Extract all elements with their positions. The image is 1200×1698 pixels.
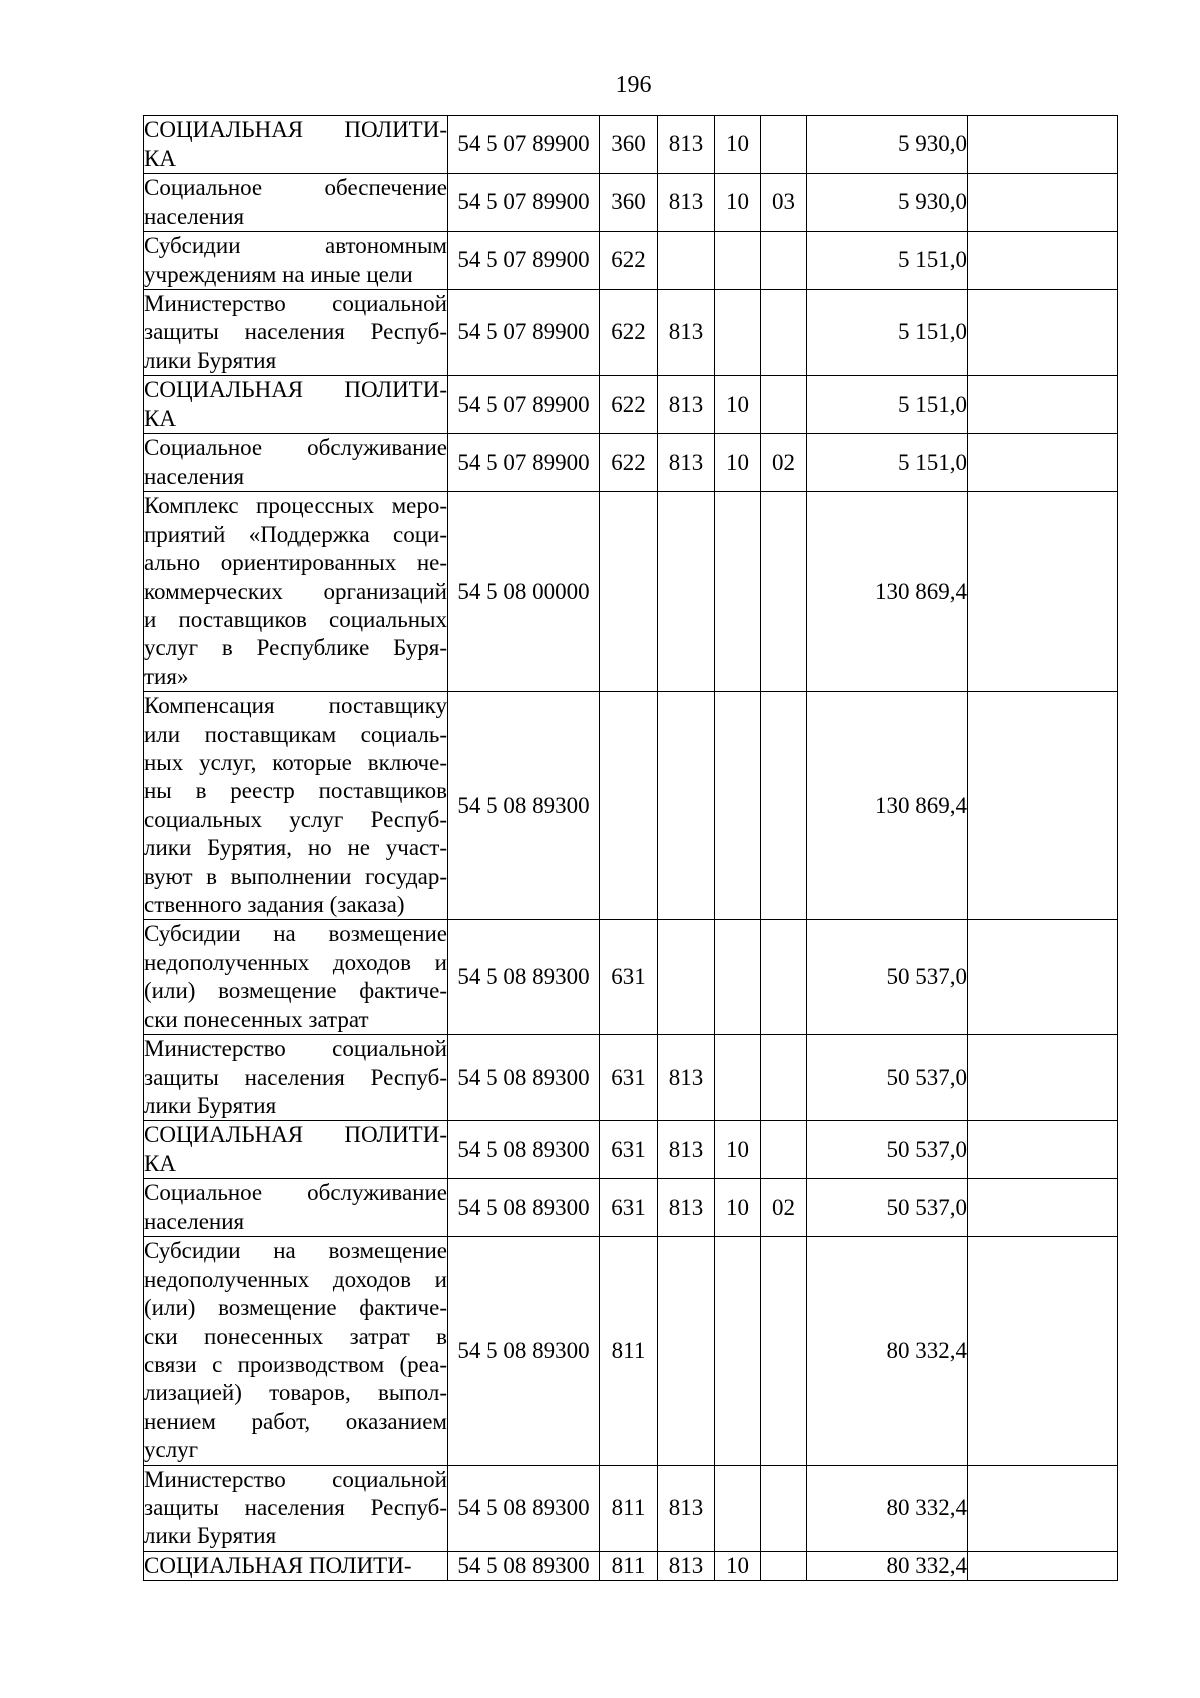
row-amount: 50 537,0 [807,1035,968,1121]
row-name-line: Социальное обеспечение [144,175,447,201]
table-body [144,116,1118,1581]
row-amount: 130 869,4 [807,692,968,920]
row-extra-empty [968,1465,1118,1551]
table-row [144,692,1118,920]
row-name-line: Субсидии на возмещение [144,921,447,947]
row-name [144,920,448,1035]
row-name [144,1121,448,1179]
row-name [144,376,448,434]
row-subsection [761,692,807,920]
row-name [144,1035,448,1121]
row-ministry-code [658,1237,715,1465]
row-name-line: социальных услуг Респуб- [144,806,447,832]
row-expense-type [600,692,658,920]
row-ministry-code: 813 [658,116,715,174]
row-name-line: ны в реестр поставщиков [144,778,447,804]
row-code: 54 5 08 00000 [448,492,600,692]
row-subsection [761,1465,807,1551]
row-amount: 50 537,0 [807,1121,968,1179]
row-name [144,692,448,920]
row-section [715,920,761,1035]
row-amount: 50 537,0 [807,1179,968,1237]
row-name [144,290,448,376]
row-name-line: ально ориентированных не- [144,550,447,576]
row-name-line: Субсидии автономным [144,233,447,259]
row-code: 54 5 08 89300 [448,1237,600,1465]
row-section: 10 [715,1121,761,1179]
row-name-line: учреждениям на иные цели [144,261,413,287]
row-code: 54 5 08 89300 [448,1035,600,1121]
row-section [715,1035,761,1121]
row-name-line: защиты населения Респуб- [144,1494,447,1520]
row-expense-type: 631 [600,1035,658,1121]
row-name [144,232,448,290]
row-code: 54 5 07 89900 [448,434,600,492]
row-name-line: нением работ, оказанием [144,1408,447,1434]
row-ministry-code [658,492,715,692]
row-extra-empty [968,174,1118,232]
row-name-line: Комплекс процессных меро- [144,493,447,519]
row-name-line: СОЦИАЛЬНАЯ ПОЛИТИ- [144,1122,447,1148]
row-subsection [761,376,807,434]
row-name-line: населения [144,463,245,489]
row-subsection [761,1551,807,1580]
page-number: 196 [615,72,652,98]
row-name-line: лики Бурятия [144,1523,277,1549]
row-name [144,1179,448,1237]
row-code: 54 5 07 89900 [448,376,600,434]
row-ministry-code [658,692,715,920]
row-expense-type [600,492,658,692]
row-section: 10 [715,376,761,434]
row-extra-empty [968,290,1118,376]
table-row [144,290,1118,376]
row-name-line: КА [144,145,176,171]
row-amount: 80 332,4 [807,1237,968,1465]
row-name-line: Компенсация поставщику [144,693,447,719]
row-section: 10 [715,116,761,174]
row-code: 54 5 08 89300 [448,692,600,920]
row-section: 10 [715,174,761,232]
row-name-line: населения [144,1208,245,1234]
row-name-line: Социальное обслуживание [144,435,447,461]
row-name-line: ных услуг, которые включе- [144,750,447,776]
table-row [144,1035,1118,1121]
row-name-line: Министерство социальной [144,1036,447,1062]
row-amount: 5 151,0 [807,290,968,376]
row-code: 54 5 07 89900 [448,232,600,290]
row-name-line: услуг в Республике Буря- [144,635,447,661]
row-name-line: СОЦИАЛЬНАЯ ПОЛИТИ- [144,1552,412,1578]
row-amount: 5 151,0 [807,232,968,290]
row-subsection [761,116,807,174]
row-expense-type: 360 [600,116,658,174]
row-section [715,290,761,376]
table-row [144,232,1118,290]
table-row [144,492,1118,692]
row-extra-empty [968,1035,1118,1121]
table-row [144,1237,1118,1465]
row-amount: 50 537,0 [807,920,968,1035]
row-name-line: ски понесенных затрат [144,1006,369,1032]
row-section [715,1465,761,1551]
row-subsection [761,492,807,692]
table-row [144,1551,1118,1580]
row-name [144,116,448,174]
row-name-line: лики Бурятия [144,1092,277,1118]
row-ministry-code: 813 [658,1179,715,1237]
row-name-line: и поставщиков социальных [144,606,447,632]
row-name-line: КА [144,405,176,431]
row-subsection [761,1035,807,1121]
row-ministry-code: 813 [658,376,715,434]
row-name [144,434,448,492]
row-name-line: Социальное обслуживание [144,1180,447,1206]
row-amount: 80 332,4 [807,1551,968,1580]
row-subsection [761,1237,807,1465]
row-name-line: лики Бурятия [144,347,277,373]
row-expense-type: 631 [600,920,658,1035]
row-ministry-code: 813 [658,434,715,492]
row-extra-empty [968,434,1118,492]
row-section [715,232,761,290]
row-amount: 5 930,0 [807,174,968,232]
row-name-line: Министерство социальной [144,291,447,316]
row-extra-empty [968,1551,1118,1580]
row-section: 10 [715,1179,761,1237]
table-row [144,376,1118,434]
row-code: 54 5 08 89300 [448,1465,600,1551]
row-section [715,692,761,920]
table-row [144,920,1118,1035]
row-code: 54 5 08 89300 [448,920,600,1035]
row-name-line: лики Бурятия, но не участ- [144,835,447,861]
row-subsection: 02 [761,434,807,492]
row-amount: 5 151,0 [807,434,968,492]
row-name-line: коммерческих организаций [144,578,447,604]
row-extra-empty [968,692,1118,920]
row-name-line: или поставщикам социаль- [144,721,447,747]
row-amount: 80 332,4 [807,1465,968,1551]
row-name-line: связи с производством (реа- [144,1351,447,1377]
row-ministry-code [658,232,715,290]
row-code: 54 5 08 89300 [448,1121,600,1179]
row-ministry-code [658,920,715,1035]
row-expense-type: 811 [600,1237,658,1465]
table-row [144,434,1118,492]
row-extra-empty [968,1179,1118,1237]
row-extra-empty [968,1237,1118,1465]
row-name-line: ски понесенных затрат в [144,1323,447,1349]
row-subsection [761,920,807,1035]
row-extra-empty [968,920,1118,1035]
row-extra-empty [968,116,1118,174]
row-name [144,1237,448,1465]
row-ministry-code: 813 [658,1035,715,1121]
row-name-line: лизацией) товаров, выпол- [144,1380,447,1406]
row-expense-type: 811 [600,1551,658,1580]
row-name-line: (или) возмещение фактиче- [144,978,447,1004]
row-expense-type: 622 [600,290,658,376]
row-name-line: вуют в выполнении государ- [144,863,447,889]
row-ministry-code: 813 [658,1121,715,1179]
row-name-line: (или) возмещение фактиче- [144,1295,447,1321]
row-name [144,492,448,692]
row-expense-type: 622 [600,232,658,290]
row-subsection [761,1121,807,1179]
row-code: 54 5 08 89300 [448,1551,600,1580]
row-section [715,492,761,692]
row-expense-type: 631 [600,1179,658,1237]
row-name-line: населения [144,203,245,229]
row-name-line: Министерство социальной [144,1466,447,1492]
row-name-line: защиты населения Респуб- [144,1064,447,1090]
row-name-line: услуг [144,1437,199,1463]
row-subsection: 02 [761,1179,807,1237]
row-code: 54 5 07 89900 [448,116,600,174]
row-extra-empty [968,376,1118,434]
row-name [144,1465,448,1551]
row-subsection [761,232,807,290]
row-amount: 5 930,0 [807,116,968,174]
row-expense-type: 622 [600,434,658,492]
table-row [144,1179,1118,1237]
budget-table [143,115,1118,1581]
row-name-line: Субсидии на возмещение [144,1238,447,1264]
row-ministry-code: 813 [658,290,715,376]
row-expense-type: 631 [600,1121,658,1179]
row-section: 10 [715,434,761,492]
row-section: 10 [715,1551,761,1580]
row-ministry-code: 813 [658,1551,715,1580]
row-name [144,174,448,232]
row-expense-type: 622 [600,376,658,434]
row-extra-empty [968,492,1118,692]
row-ministry-code: 813 [658,1465,715,1551]
row-name-line: КА [144,1150,176,1176]
table-row [144,1121,1118,1179]
table-row [144,1465,1118,1551]
row-ministry-code: 813 [658,174,715,232]
row-name-line: тия» [144,663,189,689]
row-code: 54 5 08 89300 [448,1179,600,1237]
table-row [144,116,1118,174]
row-name-line: ственного задания (заказа) [144,892,405,918]
row-extra-empty [968,1121,1118,1179]
row-name-line: СОЦИАЛЬНАЯ ПОЛИТИ- [144,377,447,403]
row-name-line: недополученных доходов и [144,1266,447,1292]
row-name-line: недополученных доходов и [144,949,447,975]
row-name-line: СОЦИАЛЬНАЯ ПОЛИТИ- [144,117,447,143]
row-expense-type: 811 [600,1465,658,1551]
row-subsection [761,290,807,376]
row-name [144,1551,448,1580]
row-section [715,1237,761,1465]
row-amount: 5 151,0 [807,376,968,434]
row-code: 54 5 07 89900 [448,174,600,232]
row-subsection: 03 [761,174,807,232]
row-name-line: защиты населения Респуб- [144,319,447,345]
table-row [144,174,1118,232]
row-expense-type: 360 [600,174,658,232]
row-name-line: приятий «Поддержка соци- [144,521,447,547]
row-code: 54 5 07 89900 [448,290,600,376]
row-extra-empty [968,232,1118,290]
row-amount: 130 869,4 [807,492,968,692]
